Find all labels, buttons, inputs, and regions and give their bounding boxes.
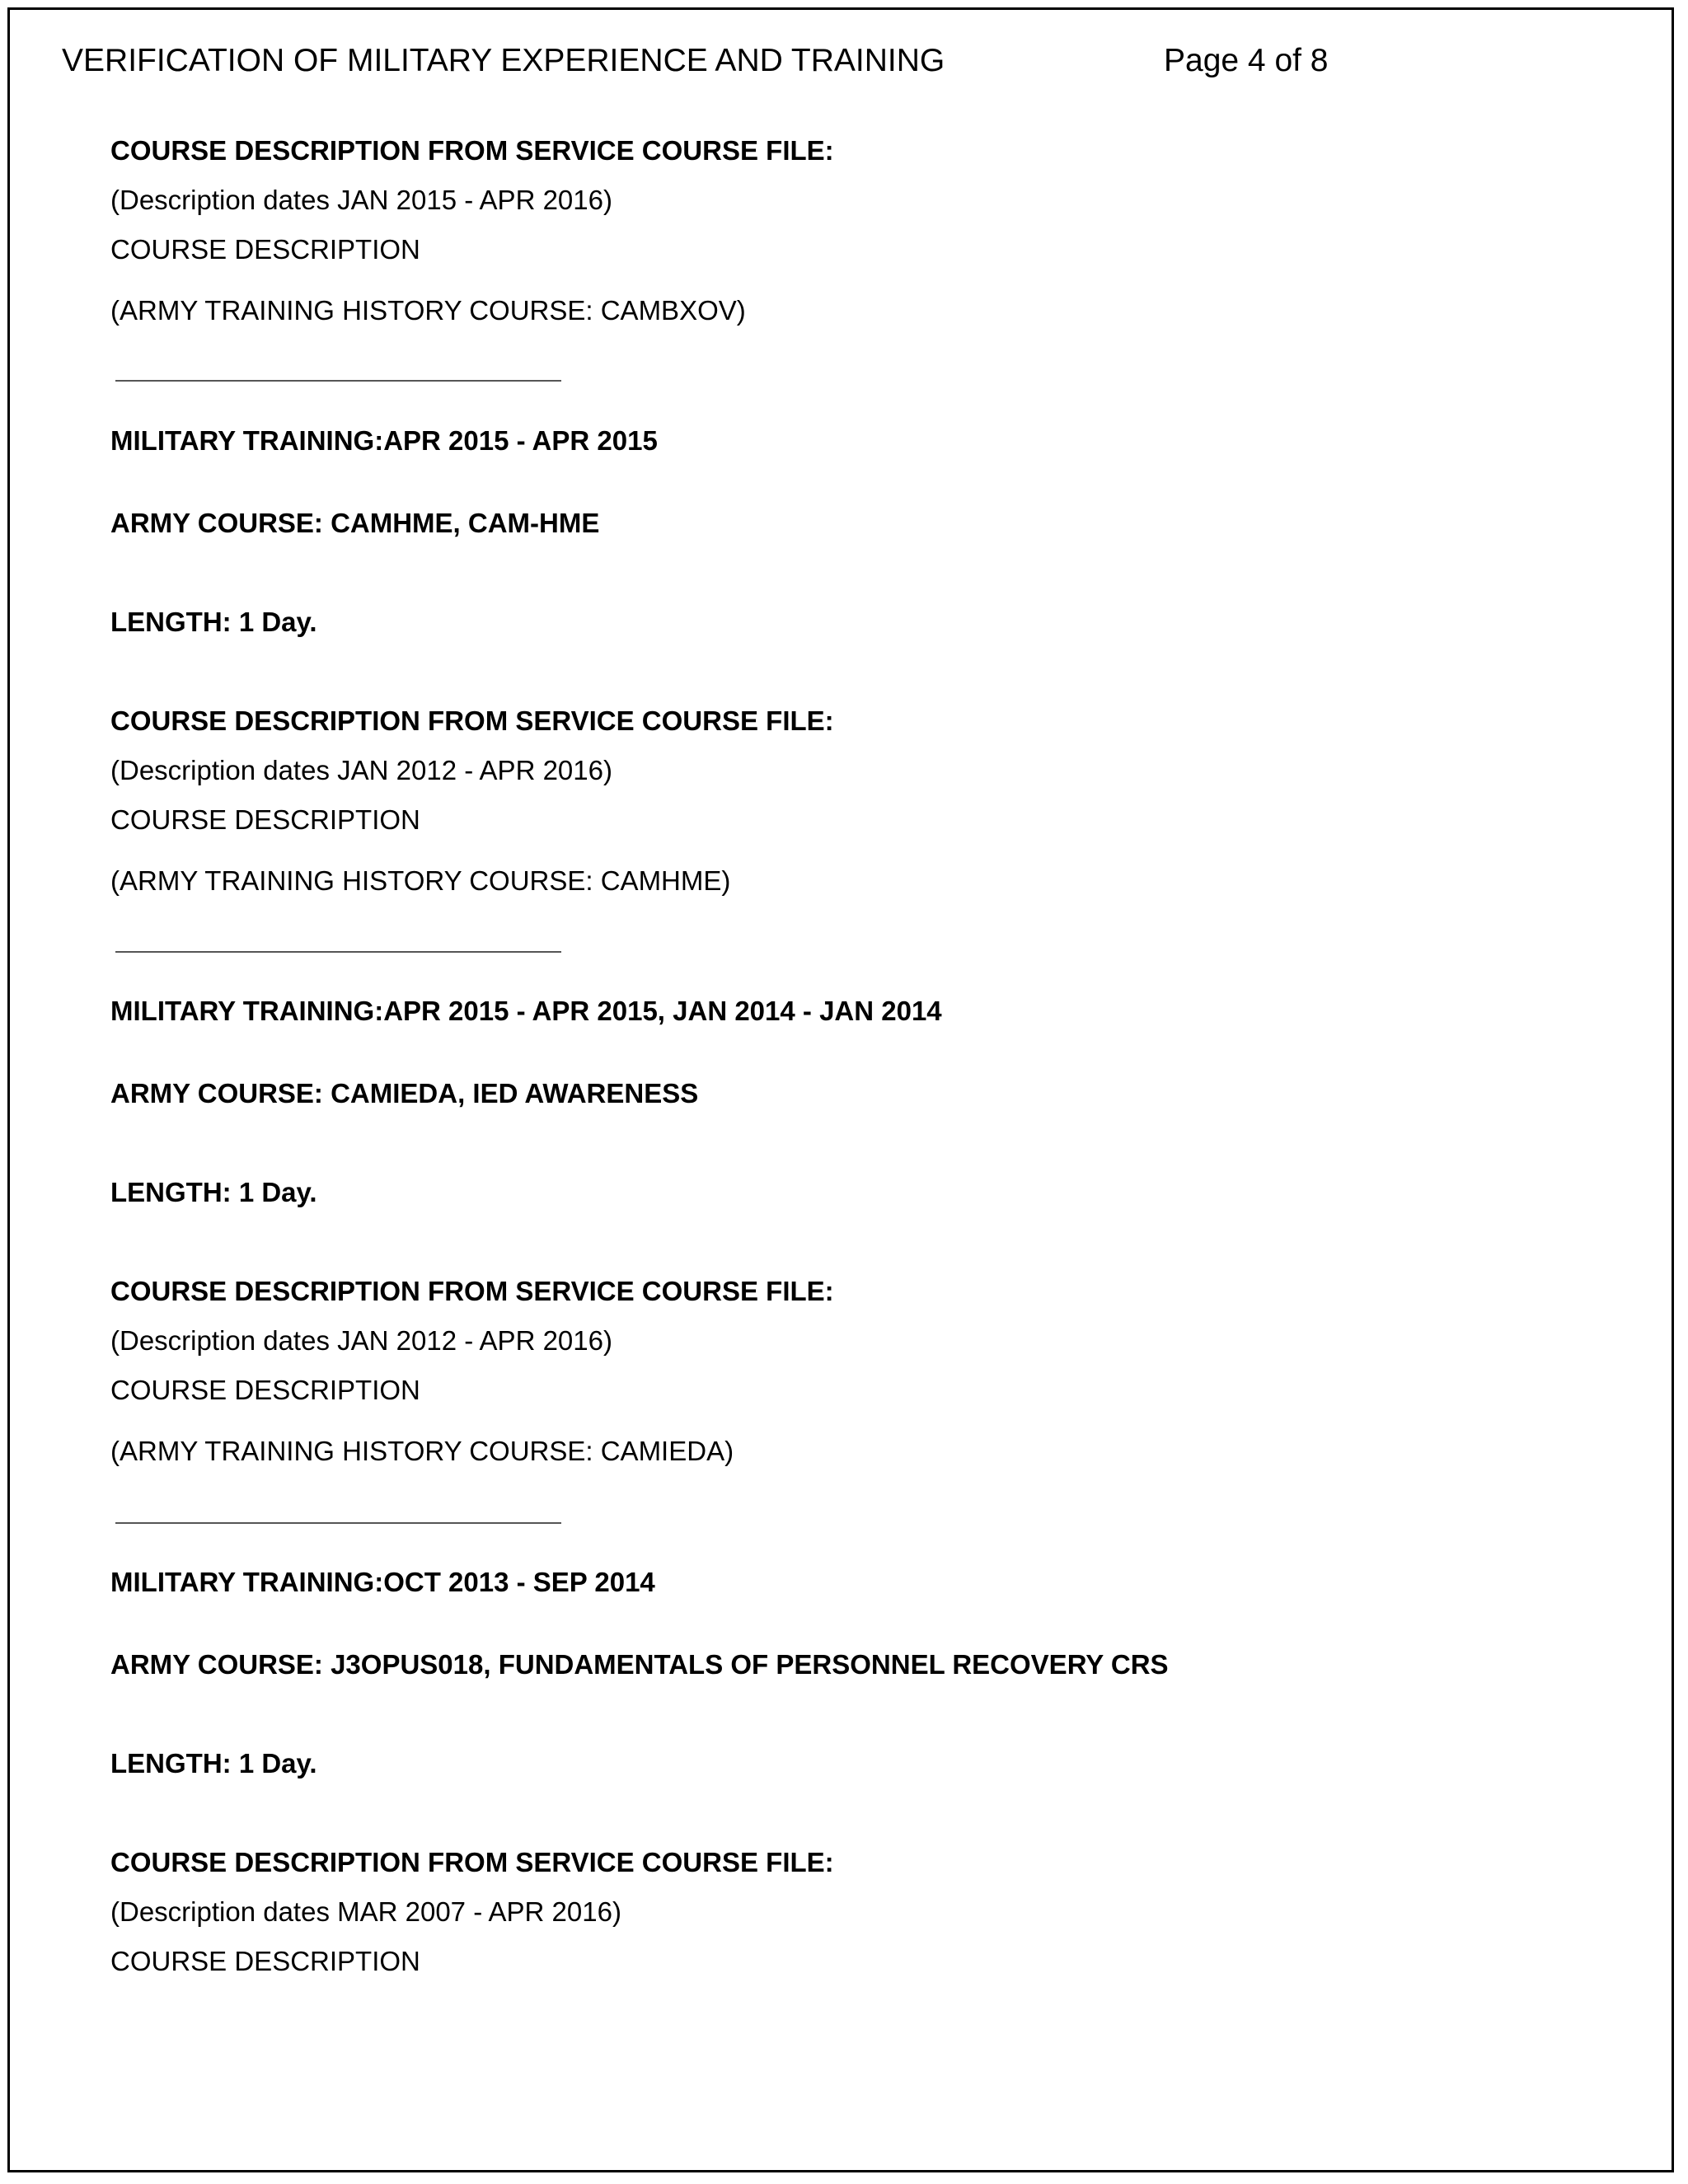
section-divider [115, 380, 561, 382]
history-course: (ARMY TRAINING HISTORY COURSE: CAMIEDA) [110, 1436, 734, 1466]
section-divider [115, 1522, 561, 1524]
army-course: ARMY COURSE: J3OPUS018, FUNDAMENTALS OF PERSONNEL RECOVERY CRS [110, 1649, 1169, 1680]
military-training-dates: MILITARY TRAINING:OCT 2013 - SEP 2014 [110, 1567, 655, 1597]
course-file-heading: COURSE DESCRIPTION FROM SERVICE COURSE FILE: [110, 1276, 834, 1306]
course-description: COURSE DESCRIPTION [110, 1946, 420, 1976]
course-length: LENGTH: 1 Day. [110, 1748, 317, 1779]
military-training-dates: MILITARY TRAINING:APR 2015 - APR 2015, JAN 2014 - JAN 2014 [110, 996, 942, 1026]
course-description: COURSE DESCRIPTION [110, 234, 420, 265]
document-title: VERIFICATION OF MILITARY EXPERIENCE AND TRAINING [62, 43, 945, 78]
course-length: LENGTH: 1 Day. [110, 607, 317, 637]
description-dates: (Description dates JAN 2015 - APR 2016) [110, 185, 612, 215]
description-dates: (Description dates MAR 2007 - APR 2016) [110, 1896, 621, 1927]
course-file-heading: COURSE DESCRIPTION FROM SERVICE COURSE FILE: [110, 1847, 834, 1877]
military-training-dates: MILITARY TRAINING:APR 2015 - APR 2015 [110, 425, 658, 456]
description-dates: (Description dates JAN 2012 - APR 2016) [110, 755, 612, 785]
description-dates: (Description dates JAN 2012 - APR 2016) [110, 1325, 612, 1356]
course-length: LENGTH: 1 Day. [110, 1177, 317, 1207]
course-file-heading: COURSE DESCRIPTION FROM SERVICE COURSE FILE: [110, 135, 834, 166]
army-course: ARMY COURSE: CAMHME, CAM-HME [110, 508, 600, 538]
army-course: ARMY COURSE: CAMIEDA, IED AWARENESS [110, 1078, 699, 1108]
course-description: COURSE DESCRIPTION [110, 804, 420, 835]
history-course: (ARMY TRAINING HISTORY COURSE: CAMBXOV) [110, 295, 746, 326]
course-file-heading: COURSE DESCRIPTION FROM SERVICE COURSE FILE: [110, 705, 834, 736]
page-number: Page 4 of 8 [1164, 43, 1329, 78]
history-course: (ARMY TRAINING HISTORY COURSE: CAMHME) [110, 865, 731, 896]
course-description: COURSE DESCRIPTION [110, 1375, 420, 1405]
section-divider [115, 951, 561, 953]
